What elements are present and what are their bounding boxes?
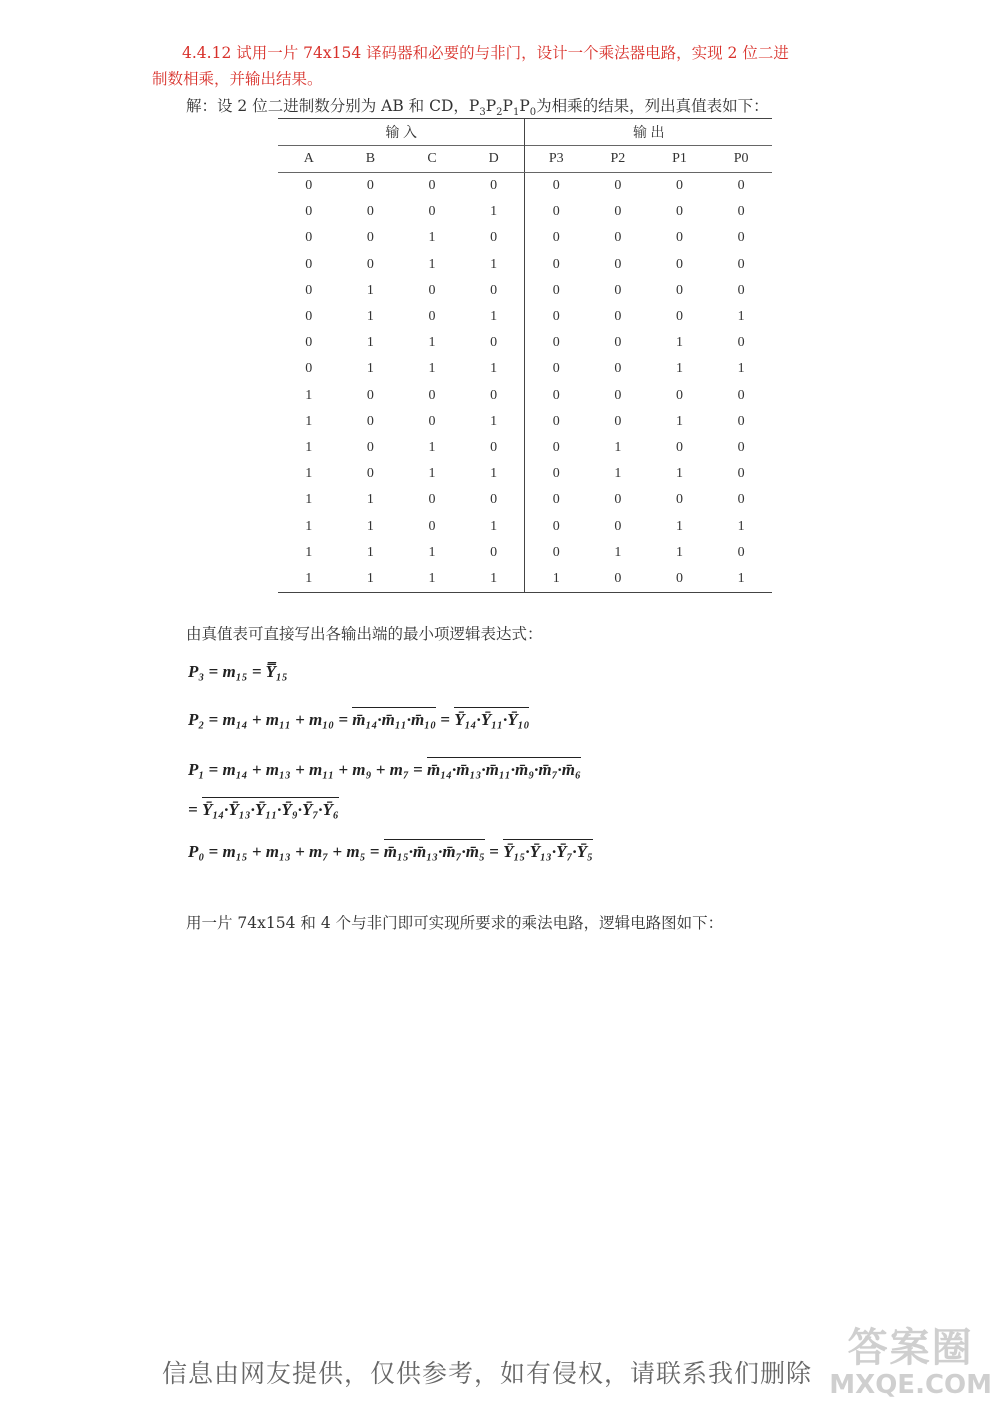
site-watermark-logo [829,1325,992,1400]
table-cell: 1 [305,439,313,455]
table-cell: 0 [737,387,745,403]
equation-p1-mid: m̄₁₄·m̄₁₃·m̄₁₁·m̄₉·m̄₇·m̄₆ [427,757,581,779]
table-cell: 0 [737,282,745,298]
table-cell: 1 [428,544,436,560]
table-cell: 1 [737,518,745,534]
minterm-sentence: 由真值表可直接写出各输出端的最小项逻辑表达式： [186,625,543,643]
table-cell: 0 [552,309,560,325]
table-cell: 0 [737,335,745,351]
table-cell: 0 [305,361,313,377]
table-cell: 0 [366,439,374,455]
equation-p0-mid: m̄₁₅·m̄₁₃·m̄₇·m̄₅ [384,839,485,861]
table-row [278,356,772,382]
truth-table-column-row [278,146,772,173]
table-row [278,487,772,513]
table-cell: 1 [463,566,525,593]
table-cell: 0 [552,387,560,403]
table-cell: 1 [305,544,313,560]
table-row [278,330,772,356]
equation-p3-text: P₃ = m₁₅ = Y̿₁₅ [188,662,288,681]
table-cell: 1 [737,309,745,325]
table-cell: 0 [305,309,313,325]
table-cell: 1 [463,513,525,539]
table-cell: 0 [366,466,374,482]
table-cell: 1 [676,544,683,560]
table-cell: 1 [710,566,772,593]
table-row [278,409,772,435]
intro-p2-sub: 2 [496,107,503,119]
table-cell: 0 [366,256,374,272]
table-cell: 0 [463,540,525,566]
table-cell: 1 [278,566,340,593]
intro-p0-sub: 0 [529,107,537,119]
equation-p2-left: P₂ = m₁₄ + m₁₁ + m₁₀ = [188,710,353,729]
table-cell: 0 [463,173,525,200]
problem-statement [152,40,872,92]
table-row [278,199,772,225]
table-cell: 1 [525,566,587,593]
table-cell: 0 [463,330,525,356]
table-row [278,461,772,487]
table-cell: 1 [614,439,622,455]
truth-table-group-row [278,119,772,146]
problem-line-1: 4.4.12 试用一片 74x154 译码器和必要的与非门，设计一个乘法器电路，实现 2 位二进 [182,44,789,62]
table-cell: 0 [614,230,622,246]
table-cell: 0 [552,230,560,246]
table-cell: 0 [676,439,683,455]
intro-p1-sub: 1 [512,107,520,119]
table-cell: 0 [366,413,374,429]
table-cell: 0 [587,566,649,593]
table-cell: 0 [552,178,560,194]
equation-p0-right: Ȳ₁₅·Ȳ₁₃·Ȳ₇·Ȳ₅ [503,839,593,861]
table-cell: 0 [614,178,622,194]
table-cell: 0 [428,204,436,220]
table-cell: 0 [676,256,683,272]
table-cell: 1 [614,544,622,560]
column-header: A [278,146,340,173]
table-cell: 0 [552,282,560,298]
equation-p1-continued [188,800,339,840]
column-header: D [463,146,525,173]
table-cell: 1 [676,466,683,482]
intro-prefix: 解：设 2 位二进制数分别为 AB 和 CD， [186,97,469,115]
table-cell: 0 [552,335,560,351]
table-cell: 1 [428,230,436,246]
table-cell: 1 [305,492,313,508]
table-cell: 0 [305,230,313,246]
table-cell: 0 [463,225,525,251]
equation-p2-eq: = [436,710,455,729]
table-cell: 1 [676,413,683,429]
table-cell: 0 [552,413,560,429]
table-cell: 0 [366,230,374,246]
equation-p2 [188,710,529,750]
table-cell: 1 [305,413,313,429]
intro-p2: P [485,97,497,115]
table-cell: 1 [366,335,374,351]
table-cell: 0 [614,492,622,508]
table-cell: 0 [737,178,745,194]
equation-p0 [188,842,593,882]
table-cell: 0 [428,178,436,194]
table-cell: 1 [401,566,463,593]
truth-table-body [278,173,772,593]
table-cell: 0 [305,282,313,298]
table-cell: 0 [676,309,683,325]
equation-p2-mid: m̄₁₄·m̄₁₁·m̄₁₀ [352,707,436,729]
disclaimer-footer: 信息由网友提供，仅供参考，如有侵权，请联系我们删除 [162,1359,813,1388]
table-cell: 1 [614,466,622,482]
table-cell: 0 [614,282,622,298]
equation-p0-eq: = [484,842,504,861]
table-cell: 0 [614,518,622,534]
column-header: P0 [710,146,772,173]
table-cell: 0 [737,256,745,272]
table-row [278,513,772,539]
column-header: C [401,146,463,173]
table-cell: 0 [463,487,525,513]
table-cell: 1 [463,461,525,487]
column-header: P3 [525,146,587,173]
table-cell: 0 [676,492,683,508]
equation-p1-left: P₁ = m₁₄ + m₁₃ + m₁₁ + m₉ + m₇ = [188,760,427,779]
table-cell: 1 [305,387,313,403]
table-row [278,225,772,251]
table-cell: 1 [340,566,402,593]
table-cell: 1 [737,361,745,377]
table-cell: 0 [552,544,560,560]
table-cell: 0 [614,309,622,325]
table-cell: 0 [614,361,622,377]
table-cell: 0 [737,413,745,429]
table-cell: 1 [305,518,313,534]
table-cell: 1 [428,335,436,351]
table-cell: 1 [463,199,525,225]
table-cell: 0 [737,544,745,560]
table-cell: 0 [428,282,436,298]
table-cell: 1 [463,409,525,435]
table-cell: 0 [463,383,525,409]
watermark-line-1: 答案圈 [847,1325,974,1371]
table-cell: 1 [428,256,436,272]
intro-p1: P [502,97,513,115]
equation-p2-right: Ȳ₁₄·Ȳ₁₁·Ȳ₁₀ [454,707,529,729]
table-cell: 0 [676,178,683,194]
circuit-sentence: 用一片 74x154 和 4 个与非门即可实现所要求的乘法电路，逻辑电路图如下： [186,914,724,932]
table-cell: 0 [305,178,313,194]
group-header-input: 输 入 [278,119,525,146]
table-cell: 0 [737,204,745,220]
table-cell: 1 [463,356,525,382]
table-row [278,435,772,461]
table-row [278,252,772,278]
table-cell: 0 [676,387,683,403]
table-cell: 1 [463,304,525,330]
equation-p3 [188,662,288,702]
table-cell: 1 [428,361,436,377]
table-cell: 0 [614,335,622,351]
column-header: P1 [649,146,711,173]
table-cell: 1 [676,335,683,351]
table-cell: 1 [366,282,374,298]
table-row [278,304,772,330]
table-cell: 0 [428,387,436,403]
table-cell: 1 [428,439,436,455]
table-cell: 0 [676,282,683,298]
truth-table [278,118,772,593]
table-cell: 0 [649,566,711,593]
table-row [278,278,772,304]
table-row [278,383,772,409]
equation-p0-left: P₀ = m₁₅ + m₁₃ + m₇ + m₅ = [188,842,384,861]
table-cell: 0 [614,256,622,272]
table-cell: 1 [463,252,525,278]
table-cell: 0 [366,178,374,194]
table-cell: 0 [552,204,560,220]
table-cell: 0 [305,204,313,220]
table-cell: 1 [366,361,374,377]
table-cell: 0 [366,204,374,220]
equation-p1b-right: Ȳ₁₄·Ȳ₁₃·Ȳ₁₁·Ȳ₉·Ȳ₇·Ȳ₆ [202,797,339,819]
equation-p1 [188,760,581,800]
table-cell: 0 [552,466,560,482]
table-cell: 0 [737,439,745,455]
problem-line-2: 制数相乘，并输出结果。 [152,70,323,88]
table-cell: 0 [463,435,525,461]
table-row [278,540,772,566]
table-row [278,566,772,593]
table-cell: 0 [552,256,560,272]
intro-suffix: 为相乘的结果，列出真值表如下： [536,97,769,115]
table-cell: 0 [428,413,436,429]
table-cell: 0 [552,492,560,508]
table-cell: 1 [366,309,374,325]
table-cell: 1 [428,466,436,482]
intro-p3: P [468,97,480,115]
table-cell: 0 [305,256,313,272]
group-header-output: 输 出 [525,119,772,146]
table-cell: 0 [428,309,436,325]
table-cell: 0 [737,492,745,508]
intro-p3-sub: 3 [479,107,486,119]
table-cell: 0 [428,492,436,508]
table-cell: 0 [614,387,622,403]
column-header: P2 [587,146,649,173]
table-cell: 1 [676,361,683,377]
table-cell: 0 [737,466,745,482]
table-cell: 0 [614,413,622,429]
table-cell: 0 [366,387,374,403]
table-cell: 0 [305,335,313,351]
table-cell: 1 [366,544,374,560]
table-row [278,173,772,200]
table-cell: 1 [676,518,683,534]
equation-p1b-left: = [188,800,202,819]
table-cell: 0 [428,518,436,534]
table-cell: 0 [552,518,560,534]
table-cell: 0 [737,230,745,246]
column-header: B [340,146,402,173]
table-cell: 0 [552,439,560,455]
table-cell: 0 [463,278,525,304]
table-cell: 1 [366,518,374,534]
table-cell: 0 [614,204,622,220]
watermark-line-2: MXQE.COM [829,1370,992,1400]
table-cell: 0 [676,230,683,246]
table-cell: 0 [676,204,683,220]
table-cell: 1 [305,466,313,482]
table-cell: 1 [366,492,374,508]
table-cell: 0 [552,361,560,377]
intro-p0: P [519,97,530,115]
